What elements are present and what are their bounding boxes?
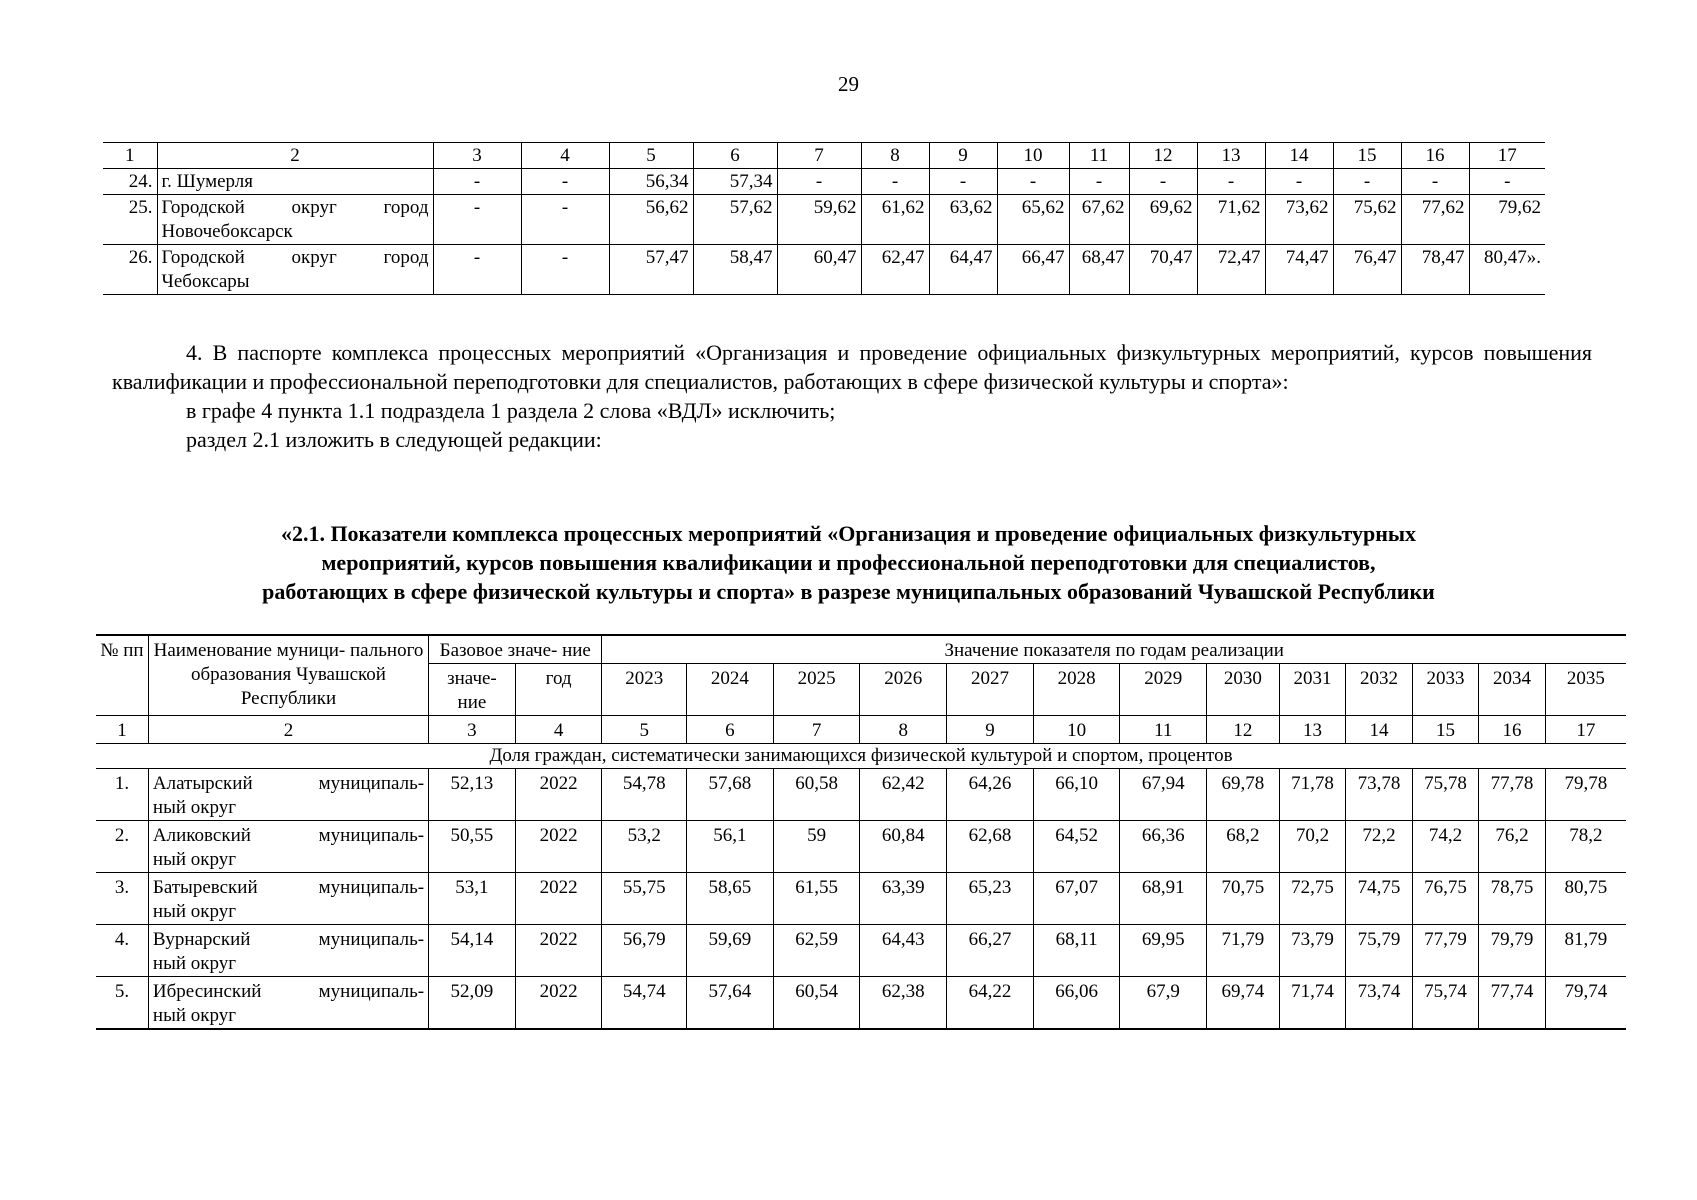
value-cell: - (521, 195, 609, 245)
municipality-name-line: Аликовский муниципаль- (152, 825, 425, 846)
value-cell: 54,78 (602, 769, 687, 821)
value-cell: 77,74 (1479, 977, 1546, 1030)
section-row (96, 744, 1626, 769)
column-index-cell: 4 (515, 716, 602, 744)
value-cell: 70,47 (1129, 245, 1197, 295)
municipality-name-cell (148, 769, 428, 821)
column-index-cell: 16 (1401, 143, 1469, 169)
value-cell: 81,79 (1545, 925, 1626, 977)
municipality-name-cell (157, 169, 433, 195)
value-cell: 79,62 (1469, 195, 1545, 245)
value-cell: 69,78 (1207, 769, 1280, 821)
value-cell: 69,62 (1129, 195, 1197, 245)
heading-line-1: «2.1. Показатели комплекса процессных мероприятий «Организация и проведение официальных физкультурных (280, 521, 1417, 546)
column-index-cell: 11 (1069, 143, 1129, 169)
table-row (103, 245, 1545, 295)
value-cell: 2022 (515, 925, 602, 977)
value-cell: 61,62 (861, 195, 929, 245)
value-cell: 67,62 (1069, 195, 1129, 245)
municipality-name-line: Новочебоксарск (161, 221, 293, 242)
value-cell: - (1333, 169, 1401, 195)
value-cell: 56,1 (687, 821, 774, 873)
column-header-number: № пп (96, 635, 148, 716)
column-index-cell: 2 (148, 716, 428, 744)
value-cell: 59,62 (777, 195, 861, 245)
value-cell: 63,39 (860, 873, 947, 925)
paragraph-instruction-1: в графе 4 пункта 1.1 подраздела 1 раздела 2 слова «ВДЛ» исключить; (186, 398, 836, 423)
year-header-cell: 2026 (860, 664, 947, 716)
column-index-cell: 17 (1545, 716, 1626, 744)
continuation-table (103, 142, 1545, 295)
municipality-name-line: Вурнарский муниципаль- (152, 929, 425, 950)
heading-line-2: мероприятий, курсов повышения квалификации и профессиональной переподготовки для специалистов, (321, 550, 1376, 575)
value-cell: - (777, 169, 861, 195)
value-cell: 56,79 (602, 925, 687, 977)
year-header-cell: 2031 (1279, 664, 1346, 716)
value-cell: 72,75 (1279, 873, 1346, 925)
year-header-cell: 2034 (1479, 664, 1546, 716)
value-cell: 60,47 (777, 245, 861, 295)
row-number-cell: 2. (96, 821, 148, 873)
paragraph-instruction-2: раздел 2.1 изложить в следующей редакции: (186, 427, 602, 452)
paragraph-item-4: 4. В паспорте комплекса процессных мероприятий «Организация и проведение официальных физкультурных мероприятий, курсов повышения квалификации и профессиональной переподготовки для специалистов, работающих в сфере физической культуры и спорта»: (112, 340, 1592, 394)
value-cell: 70,2 (1279, 821, 1346, 873)
value-cell: - (521, 169, 609, 195)
column-header-base-value: значе- ние (429, 664, 516, 716)
column-index-cell: 15 (1412, 716, 1479, 744)
year-header-cell: 2028 (1033, 664, 1120, 716)
value-cell: 59 (773, 821, 860, 873)
value-cell: 53,2 (602, 821, 687, 873)
row-number-cell: 3. (96, 873, 148, 925)
value-cell: 66,36 (1120, 821, 1207, 873)
column-index-cell: 17 (1469, 143, 1545, 169)
value-cell: 64,26 (947, 769, 1034, 821)
section-title: Доля граждан, систематически занимающихся физической культурой и спортом, процентов (96, 744, 1626, 769)
municipality-name-line: ный округ (152, 953, 237, 974)
value-cell: 69,74 (1207, 977, 1280, 1030)
value-cell: 68,47 (1069, 245, 1129, 295)
value-cell: 54,14 (429, 925, 516, 977)
value-cell: 70,75 (1207, 873, 1280, 925)
column-index-cell: 5 (602, 716, 687, 744)
value-cell: - (433, 195, 521, 245)
column-index-cell: 16 (1479, 716, 1546, 744)
value-cell: 71,79 (1207, 925, 1280, 977)
value-cell: 64,47 (929, 245, 997, 295)
value-cell: 60,54 (773, 977, 860, 1030)
column-index-cell: 9 (947, 716, 1034, 744)
municipality-name-cell (157, 245, 433, 295)
value-cell: 56,34 (609, 169, 693, 195)
value-cell: 68,2 (1207, 821, 1280, 873)
column-index-cell: 13 (1197, 143, 1265, 169)
value-cell: 2022 (515, 769, 602, 821)
body-text (112, 338, 1592, 454)
column-index-cell: 7 (773, 716, 860, 744)
value-cell: 76,75 (1412, 873, 1479, 925)
value-cell: 80,75 (1545, 873, 1626, 925)
year-header-cell: 2024 (687, 664, 774, 716)
column-index-cell: 6 (693, 143, 777, 169)
value-cell: 74,2 (1412, 821, 1479, 873)
table-row (103, 195, 1545, 245)
row-number-cell: 1. (96, 769, 148, 821)
value-cell: 65,23 (947, 873, 1034, 925)
value-cell: - (433, 245, 521, 295)
value-cell: 2022 (515, 977, 602, 1030)
value-cell: 62,42 (860, 769, 947, 821)
column-index-cell: 8 (861, 143, 929, 169)
indicators-table (96, 634, 1626, 1030)
value-cell: 54,74 (602, 977, 687, 1030)
value-cell: 62,59 (773, 925, 860, 977)
value-cell: 2022 (515, 821, 602, 873)
column-index-cell: 13 (1279, 716, 1346, 744)
value-cell: 52,13 (429, 769, 516, 821)
value-cell: 55,75 (602, 873, 687, 925)
row-number-cell: 25. (103, 195, 157, 245)
column-index-cell: 3 (433, 143, 521, 169)
municipality-name-line: ный округ (152, 1005, 237, 1026)
value-cell: - (929, 169, 997, 195)
value-cell: 58,47 (693, 245, 777, 295)
year-header-cell: 2030 (1207, 664, 1280, 716)
value-cell: 74,75 (1346, 873, 1413, 925)
column-header-base-year: год (515, 664, 602, 716)
value-cell: 57,62 (693, 195, 777, 245)
column-header-base: Базовое значе- ние (429, 635, 602, 664)
column-index-cell: 6 (687, 716, 774, 744)
column-index-cell: 14 (1346, 716, 1413, 744)
value-cell: 78,2 (1545, 821, 1626, 873)
municipality-name-line: ный округ (152, 797, 237, 818)
column-header-name: Наименование муници- пального образования Чувашской Республики (148, 635, 428, 716)
value-cell: 71,78 (1279, 769, 1346, 821)
value-cell: - (1197, 169, 1265, 195)
municipality-name-line: г. Шумерля (161, 171, 253, 192)
value-cell: 62,47 (861, 245, 929, 295)
municipality-name-line: Ибресинский муниципаль- (152, 981, 425, 1002)
value-cell: 77,62 (1401, 195, 1469, 245)
column-index-cell: 5 (609, 143, 693, 169)
column-index-cell: 12 (1129, 143, 1197, 169)
value-cell: 79,74 (1545, 977, 1626, 1030)
value-cell: 53,1 (429, 873, 516, 925)
value-cell: 71,62 (1197, 195, 1265, 245)
value-cell: 66,10 (1033, 769, 1120, 821)
value-cell: 2022 (515, 873, 602, 925)
value-cell: 78,47 (1401, 245, 1469, 295)
year-header-cell: 2032 (1346, 664, 1413, 716)
municipality-name-line: ный округ (152, 849, 237, 870)
municipality-name-cell (148, 977, 428, 1030)
value-cell: 60,84 (860, 821, 947, 873)
value-cell: - (521, 245, 609, 295)
value-cell: 72,2 (1346, 821, 1413, 873)
page-number: 29 (838, 72, 859, 96)
value-cell: 57,47 (609, 245, 693, 295)
value-cell: 73,79 (1279, 925, 1346, 977)
value-cell: 79,78 (1545, 769, 1626, 821)
column-index-cell: 12 (1207, 716, 1280, 744)
heading-line-3: работающих в сфере физической культуры и спорта» в разрезе муниципальных образований Чувашской Республики (262, 579, 1435, 604)
municipality-name-line: Батыревский муниципаль- (152, 877, 425, 898)
value-cell: 73,78 (1346, 769, 1413, 821)
value-cell: 77,78 (1479, 769, 1546, 821)
value-cell: 72,47 (1197, 245, 1265, 295)
table-row (103, 169, 1545, 195)
column-index-cell: 11 (1120, 716, 1207, 744)
table-header-row (103, 143, 1545, 169)
value-cell: 58,65 (687, 873, 774, 925)
municipality-name-cell (148, 873, 428, 925)
value-cell: 73,62 (1265, 195, 1333, 245)
value-cell: 62,68 (947, 821, 1034, 873)
year-header-cell: 2025 (773, 664, 860, 716)
value-cell: 68,91 (1120, 873, 1207, 925)
value-cell: - (997, 169, 1069, 195)
year-header-cell: 2033 (1412, 664, 1479, 716)
municipality-name-line: Чебоксары (161, 271, 250, 292)
value-cell: 57,34 (693, 169, 777, 195)
value-cell: - (1129, 169, 1197, 195)
value-cell: 64,22 (947, 977, 1034, 1030)
value-cell: 75,78 (1412, 769, 1479, 821)
row-number-cell: 26. (103, 245, 157, 295)
table-row (96, 821, 1626, 873)
value-cell: 59,69 (687, 925, 774, 977)
value-cell: 60,58 (773, 769, 860, 821)
value-cell: 76,2 (1479, 821, 1546, 873)
row-number-cell: 24. (103, 169, 157, 195)
value-cell: 66,06 (1033, 977, 1120, 1030)
value-cell: 74,47 (1265, 245, 1333, 295)
value-cell: 61,55 (773, 873, 860, 925)
table-row (96, 769, 1626, 821)
value-cell: 57,64 (687, 977, 774, 1030)
year-header-cell: 2023 (602, 664, 687, 716)
value-cell: - (1469, 169, 1545, 195)
value-cell: 64,52 (1033, 821, 1120, 873)
value-cell: 64,43 (860, 925, 947, 977)
table-row (96, 873, 1626, 925)
municipality-name-cell (157, 195, 433, 245)
value-cell: 73,74 (1346, 977, 1413, 1030)
column-index-cell: 7 (777, 143, 861, 169)
value-cell: 68,11 (1033, 925, 1120, 977)
value-cell: - (861, 169, 929, 195)
column-index-cell: 3 (429, 716, 516, 744)
value-cell: 56,62 (609, 195, 693, 245)
year-header-cell: 2029 (1120, 664, 1207, 716)
value-cell: 63,62 (929, 195, 997, 245)
value-cell: 80,47». (1469, 245, 1545, 295)
municipality-name-line: Городской округ город (161, 197, 429, 218)
value-cell: 78,75 (1479, 873, 1546, 925)
value-cell: 76,47 (1333, 245, 1401, 295)
value-cell: 67,9 (1120, 977, 1207, 1030)
value-cell: - (1265, 169, 1333, 195)
municipality-name-line: Алатырский муниципаль- (152, 773, 425, 794)
table-header-row (96, 635, 1626, 664)
value-cell: - (1401, 169, 1469, 195)
value-cell: 67,07 (1033, 873, 1120, 925)
value-cell: 75,62 (1333, 195, 1401, 245)
column-index-cell: 15 (1333, 143, 1401, 169)
year-header-cell: 2027 (947, 664, 1034, 716)
municipality-name-line: Городской округ город (161, 247, 429, 268)
column-index-cell: 10 (1033, 716, 1120, 744)
value-cell: - (433, 169, 521, 195)
municipality-name-cell (148, 925, 428, 977)
value-cell: 57,68 (687, 769, 774, 821)
value-cell: 65,62 (997, 195, 1069, 245)
column-index-cell: 1 (103, 143, 157, 169)
row-number-cell: 5. (96, 977, 148, 1030)
value-cell: 77,79 (1412, 925, 1479, 977)
column-index-cell: 14 (1265, 143, 1333, 169)
municipality-name-line: ный округ (152, 901, 237, 922)
value-cell: 50,55 (429, 821, 516, 873)
value-cell: 71,74 (1279, 977, 1346, 1030)
value-cell: 66,47 (997, 245, 1069, 295)
column-index-cell: 10 (997, 143, 1069, 169)
table-row (96, 925, 1626, 977)
column-index-cell: 2 (157, 143, 433, 169)
value-cell: 75,74 (1412, 977, 1479, 1030)
value-cell: 79,79 (1479, 925, 1546, 977)
table-row (96, 977, 1626, 1030)
row-number-cell: 4. (96, 925, 148, 977)
value-cell: - (1069, 169, 1129, 195)
value-cell: 66,27 (947, 925, 1034, 977)
column-index-cell: 4 (521, 143, 609, 169)
value-cell: 62,38 (860, 977, 947, 1030)
section-heading (100, 519, 1597, 606)
column-index-row (96, 716, 1626, 744)
value-cell: 67,94 (1120, 769, 1207, 821)
year-header-cell: 2035 (1545, 664, 1626, 716)
column-index-cell: 9 (929, 143, 997, 169)
value-cell: 52,09 (429, 977, 516, 1030)
municipality-name-cell (148, 821, 428, 873)
column-index-cell: 1 (96, 716, 148, 744)
value-cell: 69,95 (1120, 925, 1207, 977)
column-index-cell: 8 (860, 716, 947, 744)
value-cell: 75,79 (1346, 925, 1413, 977)
column-header-years: Значение показателя по годам реализации (602, 635, 1626, 664)
